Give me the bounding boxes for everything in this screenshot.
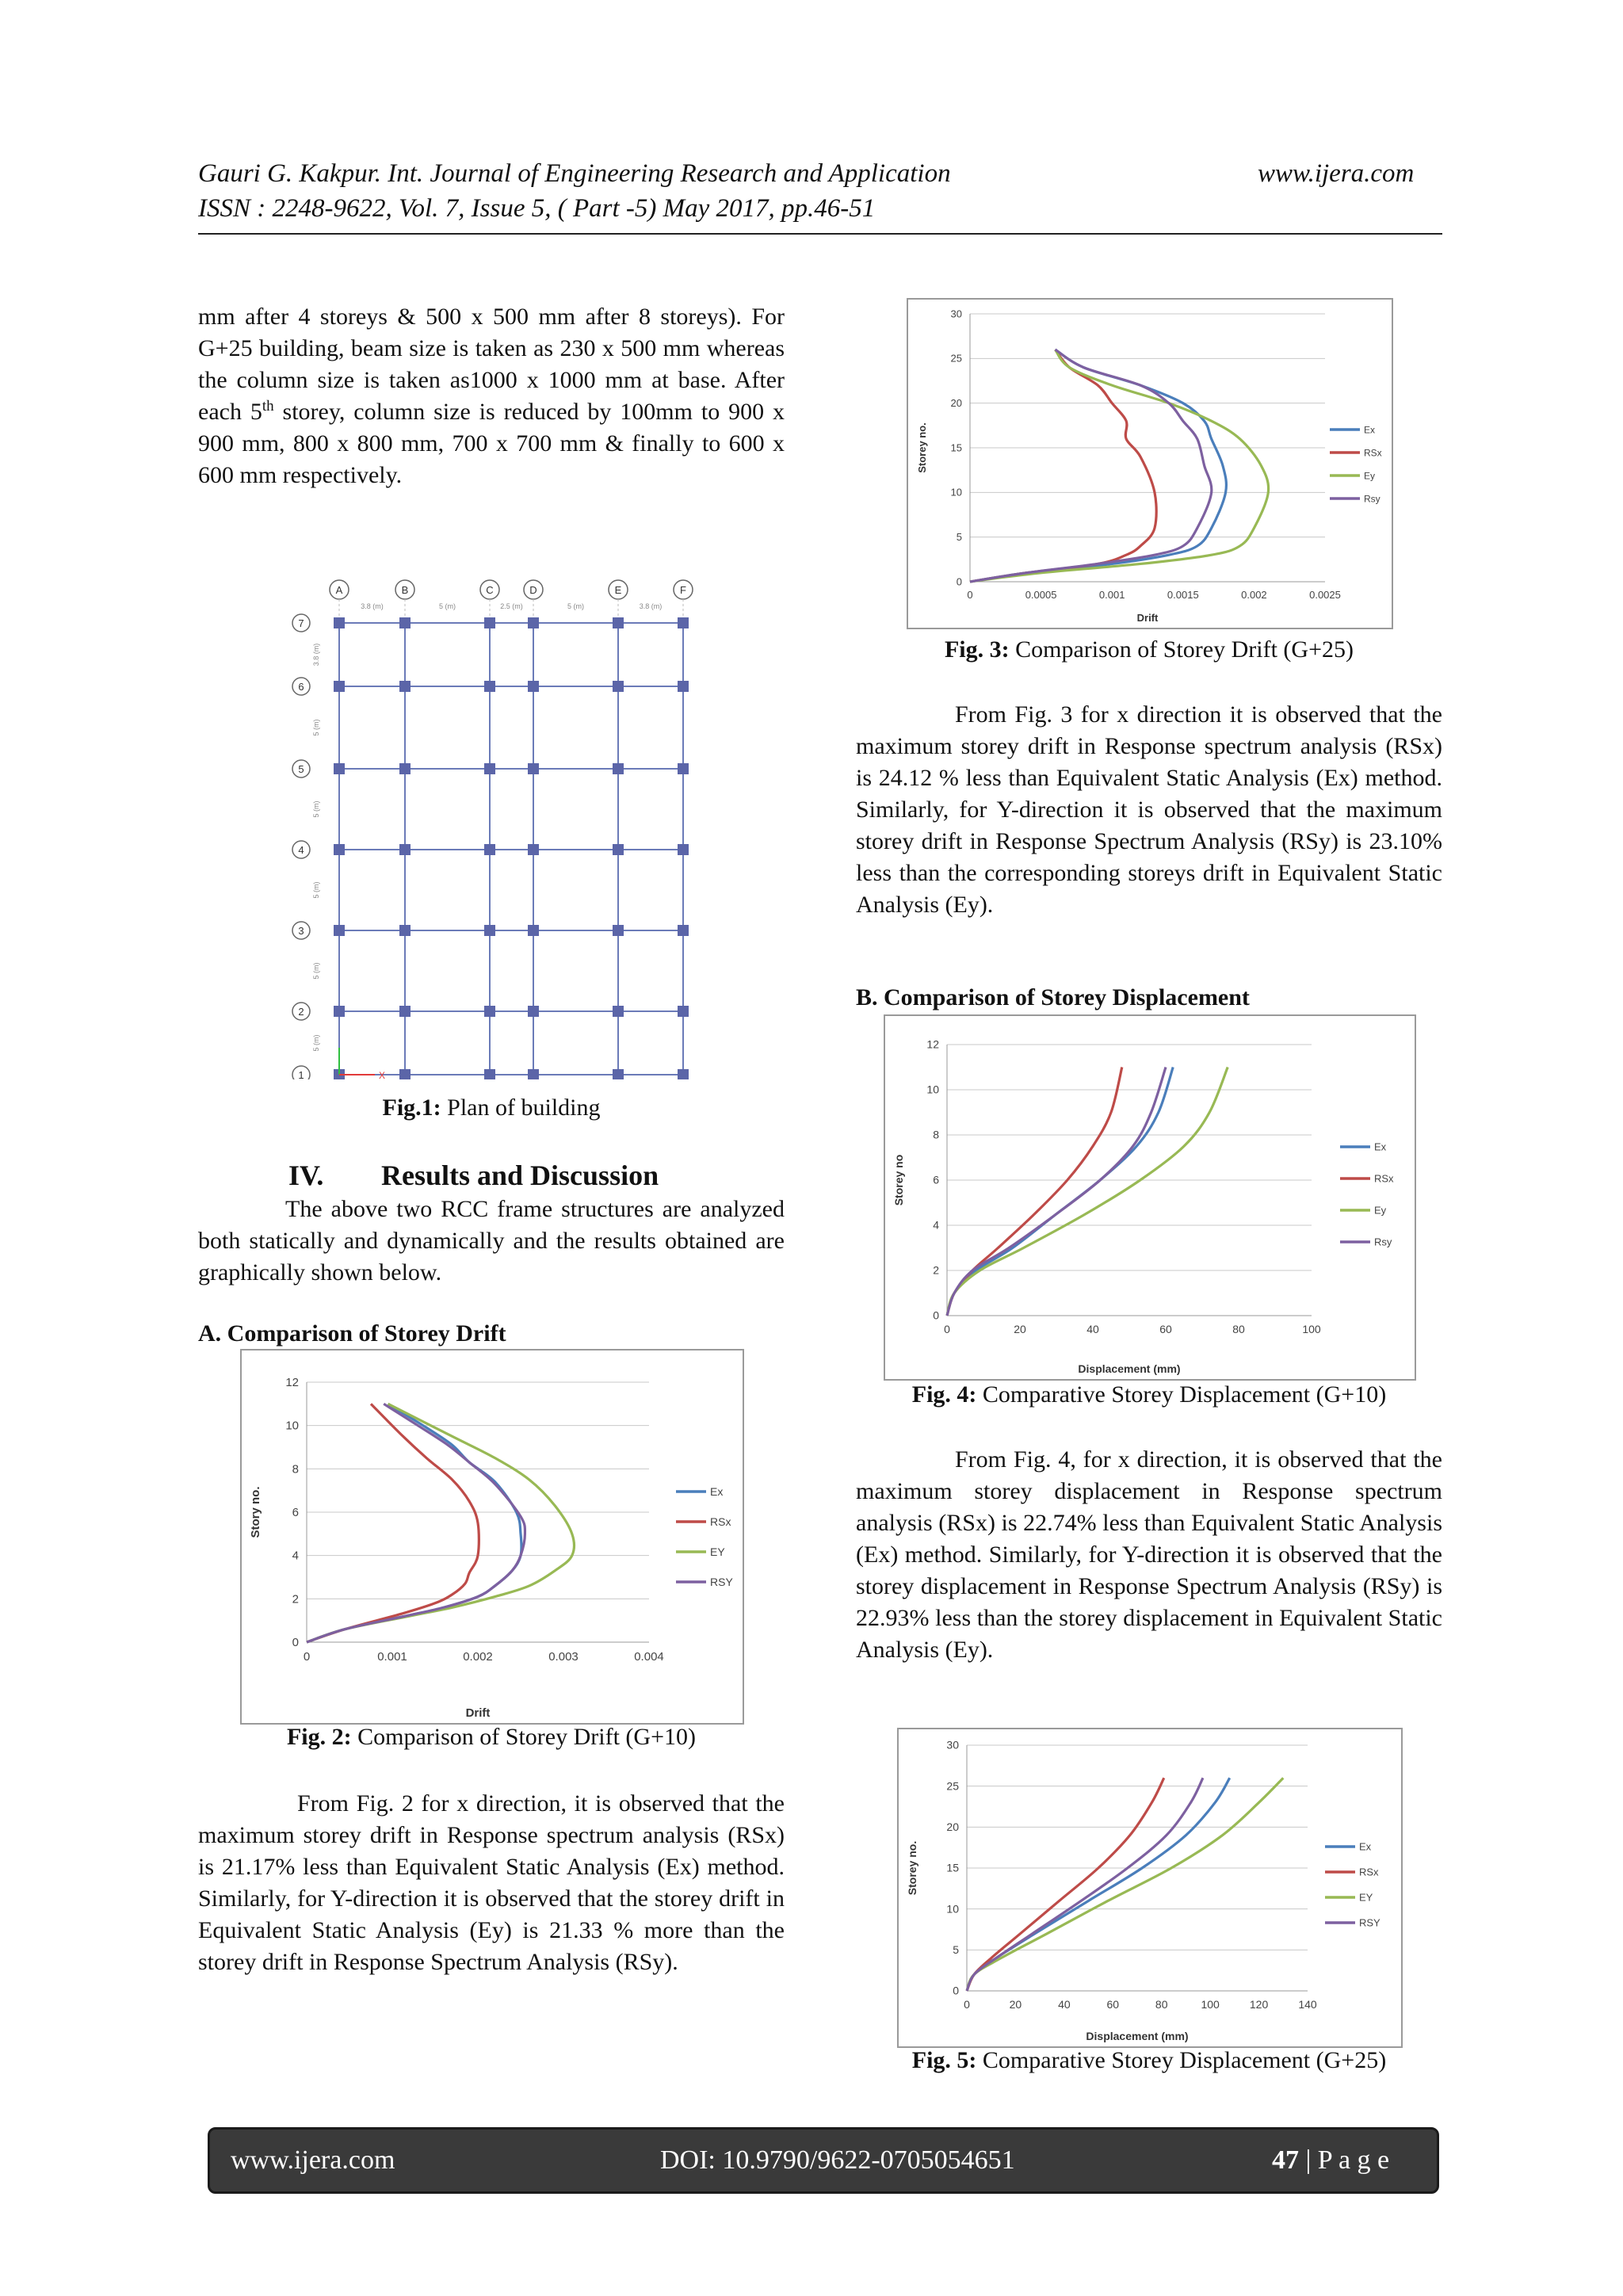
grid-label-col: B [401,584,409,596]
y-axis-label: Storey no. [916,422,928,473]
grid-label-row: 6 [298,681,304,693]
series-line-rsy [970,350,1212,582]
grid-label-col: F [680,584,686,596]
x-tick-label: 0 [967,589,973,601]
y-tick-label: 4 [292,1549,299,1563]
y-tick-label: 8 [933,1128,939,1141]
series-line-ey [967,1778,1283,1991]
x-tick-label: 0.002 [463,1650,493,1664]
x-tick-label: 0.001 [377,1650,407,1664]
column-node [613,1069,624,1079]
dimension-label-y: 5 (m) [312,1034,320,1052]
y-tick-label: 6 [292,1506,299,1519]
x-axis-label: Displacement (mm) [1078,1362,1181,1375]
x-tick-label: 20 [1009,1998,1022,2011]
legend-label: Ex [710,1485,724,1498]
x-tick-label: 0.0005 [1025,589,1057,601]
legend-label: EY [1359,1891,1373,1904]
x-tick-label: 40 [1086,1323,1099,1335]
legend-label: RSx [1359,1866,1379,1878]
column-node [528,617,539,628]
footer-page-number: 47 | P a g e [1272,2145,1390,2175]
column-node [678,763,689,774]
x-tick-label: 20 [1014,1323,1026,1335]
grid-label-row: 4 [298,844,304,856]
x-tick-label: 0.0015 [1167,589,1199,601]
dimension-label-x: 3.8 (m) [639,602,663,610]
x-tick-label: 100 [1201,1998,1220,2011]
footer-doi: DOI: 10.9790/9622-0705054651 [660,2145,1015,2175]
fig2-caption: Fig. 2: Comparison of Storey Drift (G+10) [286,1724,696,1750]
grid-label-col: E [614,584,622,596]
column-node [484,681,495,692]
column-node [528,1069,539,1079]
y-tick-label: 15 [950,441,962,454]
column-node [399,1069,411,1079]
grid-label-row: 3 [298,925,304,937]
x-axis-label: Displacement (mm) [1086,2030,1189,2042]
legend-label: Ey [1374,1204,1387,1217]
column-node [399,681,411,692]
x-tick-label: 80 [1155,1998,1168,2011]
dimension-label-x: 3.8 (m) [361,602,384,610]
series-line-rsy [967,1778,1203,1991]
fig2-chart [240,1349,744,1725]
y-tick-label: 10 [926,1083,939,1096]
x-tick-label: 140 [1298,1998,1317,2011]
column-node [528,1006,539,1017]
journal-issn: ISSN : 2248-9622, Vol. 7, Issue 5, ( Part -5) May 2017, pp.46-51 [198,194,876,223]
column-node [334,763,345,774]
legend-label: RSY [710,1576,733,1588]
grid-label-row: 1 [298,1069,304,1079]
series-line-ex [967,1778,1230,1991]
grid-label-col: D [529,584,537,596]
legend-label: Ex [1374,1140,1387,1153]
journal-header: Gauri G. Kakpur. Int. Journal of Engineering Research and Application [198,159,951,188]
footer-website[interactable]: www.ijera.com [231,2145,395,2175]
column-node [528,925,539,936]
dimension-label-y: 5 (m) [312,800,320,818]
column-node [678,681,689,692]
y-tick-label: 0 [933,1308,939,1322]
column-node [484,1069,495,1079]
legend-label: RSx [1364,447,1382,459]
column-node [399,617,411,628]
grid-label-col: A [335,584,343,596]
column-node [399,763,411,774]
column-node [484,763,495,774]
legend-label: Ex [1359,1840,1372,1853]
subsection-a-heading: A. Comparison of Storey Drift [198,1320,506,1347]
x-tick-label: 60 [1106,1998,1120,2011]
column-node [399,1006,411,1017]
journal-website[interactable]: www.ijera.com [1258,159,1415,188]
paragraph-results: The above two RCC frame structures are analyzed both statically and dynamically and the results obtained are graphically shown below. [198,1196,785,1286]
fig3-caption: Fig. 3: Comparison of Storey Drift (G+25) [944,636,1354,663]
column-node [678,925,689,936]
legend-label: Rsy [1364,493,1381,505]
column-node [528,681,539,692]
column-node [528,763,539,774]
column-node [484,617,495,628]
dimension-label-y: 3.8 (m) [312,643,320,667]
grid-label-row: 2 [298,1006,304,1018]
paragraph-intro: mm after 4 storeys & 500 x 500 mm after 8 storeys). For G+25 building, beam size is taken as 230 x 500 mm whereas the column size is taken as1000 x 1000 mm at base. After each 5th storey, column size is reduced by 100mm to 900 x 900 mm, 800 x 800 mm, 700 x 700 mm & finally to 600 x 600 mm respectively. [198,304,785,488]
y-tick-label: 0 [953,1984,959,1997]
y-axis-label: Storey no [892,1154,905,1206]
column-node [399,925,411,936]
subsection-b-heading: B. Comparison of Storey Displacement [856,984,1250,1010]
column-node [613,763,624,774]
paragraph-fig4-discussion: From Fig. 4, for x direction, it is observed that the maximum storey displacement in Response spectrum analysis (RSx) is 22.74% less than Equivalent Static Analysis (Ex) method. Similarly, for Y-direction it is observed that the storey displacement in Response Spectrum Analysis (RSy) is 22.93% less than the storey displacement in Equivalent Static Analysis (Ey). [856,1446,1442,1663]
dimension-label-y: 5 (m) [312,962,320,980]
y-tick-label: 10 [950,486,962,499]
header-rule [198,233,1442,235]
x-tick-label: 80 [1232,1323,1245,1335]
column-node [613,1006,624,1017]
x-tick-label: 100 [1302,1323,1321,1335]
fig3-chart [907,298,1393,629]
fig4-chart [884,1014,1416,1381]
column-node [613,844,624,855]
grid-label-row: 7 [298,617,304,629]
x-tick-label: 0.001 [1098,589,1125,601]
legend-label: RSY [1359,1916,1381,1929]
column-node [678,617,689,628]
dimension-label-x: 5 (m) [567,602,584,610]
building-plan-figure [292,572,704,1079]
x-tick-label: 0 [944,1323,950,1335]
grid-label-col: C [486,584,494,596]
x-tick-label: 60 [1159,1323,1172,1335]
column-node [678,1006,689,1017]
fig4-caption: Fig. 4: Comparative Storey Displacement (G+10) [911,1381,1387,1408]
paragraph-fig2-discussion: From Fig. 2 for x direction, it is observed that the maximum storey drift in Response spectrum analysis (RSx) is 21.17% less than Equivalent Static Analysis (Ex) method. Similarly, for Y-direction it is observed that the storey drift in Equivalent Static Analysis (Ey) is 21.33 % more than the storey drift in Response Spectrum Analysis (RSy). [198,1790,785,1975]
y-axis-label: Storey no. [906,1840,918,1896]
column-node [334,681,345,692]
column-node [334,1006,345,1017]
y-tick-label: 20 [950,397,962,409]
y-tick-label: 10 [946,1902,959,1916]
y-tick-label: 10 [285,1419,299,1433]
x-tick-label: 0 [964,1998,970,2011]
dimension-label-x: 5 (m) [439,602,456,610]
x-axis-label: Drift [1136,612,1159,624]
column-node [613,681,624,692]
column-node [613,925,624,936]
axis-x-label: X [379,1070,386,1079]
column-node [613,617,624,628]
column-node [678,1069,689,1079]
section-number: IV. [288,1159,324,1191]
series-line-rsx [947,1068,1122,1316]
column-node [334,617,345,628]
x-tick-label: 0 [303,1650,311,1664]
x-tick-label: 120 [1249,1998,1269,2011]
y-tick-label: 25 [950,352,962,365]
series-line-ex [307,1404,521,1642]
x-tick-label: 0.004 [634,1650,664,1664]
section-title: Results and Discussion [381,1159,659,1191]
fig5-chart [897,1728,1403,2048]
y-tick-label: 30 [950,308,962,320]
column-node [334,925,345,936]
column-node [484,925,495,936]
y-tick-label: 12 [285,1376,299,1389]
y-tick-label: 30 [946,1738,959,1752]
y-tick-label: 2 [292,1592,299,1606]
series-line-rsy [307,1404,525,1642]
legend-label: EY [710,1545,725,1558]
dimension-label-y: 5 (m) [312,719,320,736]
y-axis-label: Story no. [249,1486,262,1538]
column-node [678,844,689,855]
column-node [399,844,411,855]
y-tick-label: 5 [953,1943,959,1956]
y-tick-label: 0 [956,575,962,588]
paragraph-fig3-discussion: From Fig. 3 for x direction it is observed that the maximum storey drift in Response spectrum analysis (RSx) is 24.12 % less than Equivalent Static Analysis (Ex) method. Similarly, for Y-direction it is observed that the maximum storey drift in Response Spectrum Analysis (RSy) is 23.10% less than the corresponding storeys drift in Equivalent Static Analysis (Ey). [856,701,1442,918]
dimension-label-y: 5 (m) [312,881,320,899]
column-node [484,1006,495,1017]
y-tick-label: 15 [946,1861,959,1874]
legend-label: Rsy [1374,1236,1392,1248]
y-tick-label: 6 [933,1173,939,1186]
legend-label: Ey [1364,470,1376,482]
x-tick-label: 0.0025 [1309,589,1341,601]
dimension-label-x: 2.5 (m) [500,602,523,610]
fig5-caption: Fig. 5: Comparative Storey Displacement (G+25) [911,2047,1387,2073]
series-line-ex [947,1068,1173,1316]
y-tick-label: 20 [946,1820,959,1833]
legend-label: Ex [1364,424,1376,436]
y-tick-label: 8 [292,1462,299,1477]
y-tick-label: 2 [933,1263,939,1277]
legend-label: RSx [710,1515,731,1528]
legend-label: RSx [1374,1172,1394,1185]
column-node [334,844,345,855]
fig1-caption: Fig.1: Plan of building [382,1095,601,1121]
y-tick-label: 5 [956,531,962,543]
series-line-rsx [970,350,1156,582]
x-tick-label: 40 [1058,1998,1071,2011]
y-tick-label: 12 [926,1037,939,1051]
x-tick-label: 0.003 [548,1650,579,1664]
page-footer [208,2127,1439,2194]
x-tick-label: 0.002 [1241,589,1267,601]
grid-label-row: 5 [298,763,304,775]
x-axis-label: Drift [465,1706,491,1720]
y-tick-label: 4 [933,1218,939,1232]
column-node [484,844,495,855]
column-node [528,844,539,855]
y-tick-label: 0 [292,1636,299,1649]
y-tick-label: 25 [946,1779,959,1793]
